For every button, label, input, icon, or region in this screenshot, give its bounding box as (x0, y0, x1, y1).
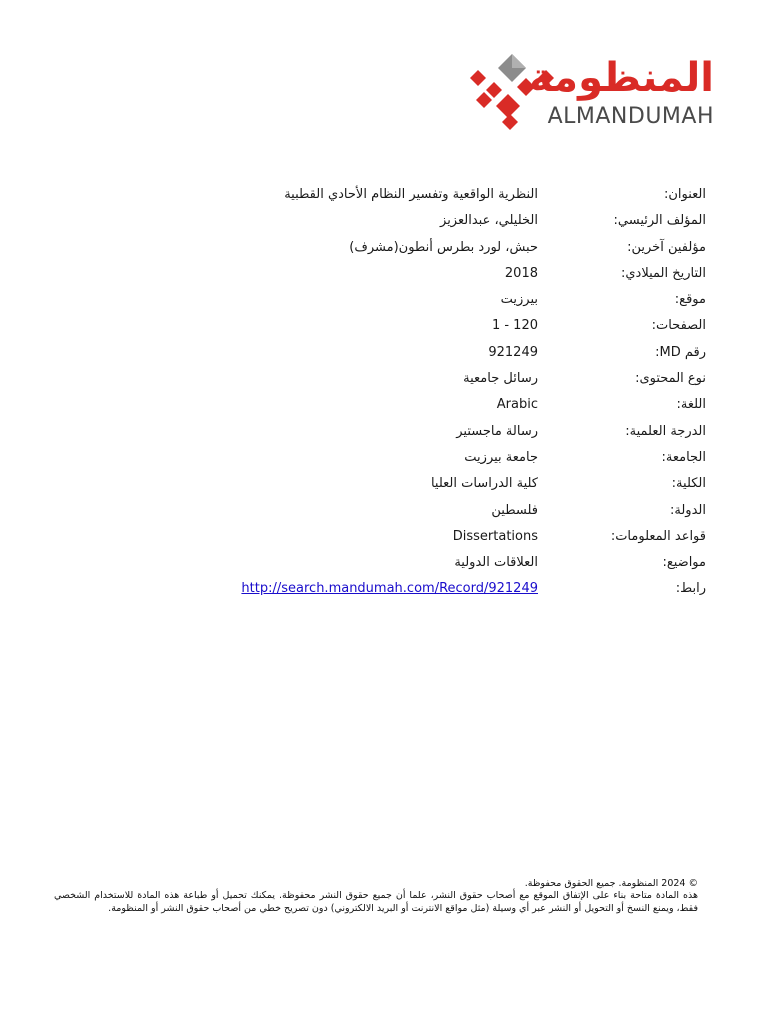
field-value: رسالة ماجستير (456, 423, 538, 439)
field-value: 921249 (488, 344, 538, 360)
record-row-date (240, 266, 706, 292)
field-value: بيرزيت (500, 292, 538, 308)
copyright-footer (54, 878, 698, 915)
record-row-main-author (240, 213, 706, 239)
record-row-other-authors (240, 240, 706, 266)
field-label: رابط: (675, 581, 706, 597)
record-link[interactable]: http://search.mandumah.com/Record/921249 (241, 581, 538, 597)
copyright-line: © 2024 المنظومة. جميع الحقوق محفوظة. (524, 878, 698, 889)
record-row-content-type (240, 371, 706, 397)
field-label: رقم MD: (655, 344, 706, 360)
record-row-md-number (240, 345, 706, 371)
record-row-pages (240, 318, 706, 344)
field-value: النظرية الواقعية وتفسير النظام الأحادي القطبية (284, 187, 538, 202)
field-label: العنوان: (663, 187, 706, 202)
field-label: قواعد المعلومات: (610, 528, 706, 544)
field-label: الصفحات: (651, 318, 706, 334)
field-value: جامعة بيرزيت (464, 449, 538, 465)
record-row-university (240, 450, 706, 476)
record-row-faculty (240, 476, 706, 502)
record-row-language (240, 397, 706, 423)
record-row-title (240, 187, 706, 213)
field-value: العلاقات الدولية (454, 555, 538, 571)
usage-notice: هذه المادة متاحة بناء على الإتفاق الموقع مع أصحاب حقوق النشر، علما أن جميع حقوق النشر محفوظة. يمكنك تحميل أو طباعة هذه المادة للاستخدام الشخصي فقط، ويمنع النسخ أو التحويل أو النشر عبر أي وسيلة (مثل مواقع الانترنت أو البريد الالكتروني) دون تصريح خطي من أصحاب حقوق النشر أو المنظومة. (54, 890, 698, 914)
field-label: موقع: (674, 292, 706, 308)
record-row-databases (240, 529, 706, 555)
logo-english-wordmark: ALMANDUMAH (547, 104, 714, 129)
field-label: اللغة: (676, 397, 706, 413)
field-label: نوع المحتوى: (635, 371, 706, 387)
field-value: 1 - 120 (491, 318, 538, 334)
field-value: كلية الدراسات العليا (430, 476, 538, 492)
field-value: 2018 (504, 265, 538, 281)
record-row-degree (240, 424, 706, 450)
logo-arabic-wordmark: المنظومة (529, 55, 714, 101)
field-label: الكلية: (671, 476, 706, 492)
field-value: Dissertations (452, 528, 538, 544)
field-value: الخليلي، عبدالعزيز (440, 213, 538, 229)
field-label: مؤلفين آخرين: (627, 239, 706, 255)
record-details (240, 187, 706, 608)
record-row-country (240, 503, 706, 529)
field-label: مواضيع: (662, 555, 706, 571)
record-row-link (240, 581, 706, 607)
record-row-location (240, 292, 706, 318)
field-label: الجامعة: (661, 449, 706, 465)
field-label: المؤلف الرئيسي: (613, 213, 706, 229)
almandumah-logo (464, 50, 720, 134)
field-label: الدرجة العلمية: (625, 423, 706, 439)
field-label: الدولة: (670, 502, 706, 518)
field-value: فلسطين (491, 502, 538, 518)
field-value: Arabic (496, 397, 538, 413)
field-value: رسائل جامعية (463, 371, 538, 387)
field-label: التاريخ الميلادي: (621, 265, 706, 281)
field-value: حبش، لورد بطرس أنطون(مشرف) (349, 239, 538, 255)
record-row-subjects (240, 555, 706, 581)
